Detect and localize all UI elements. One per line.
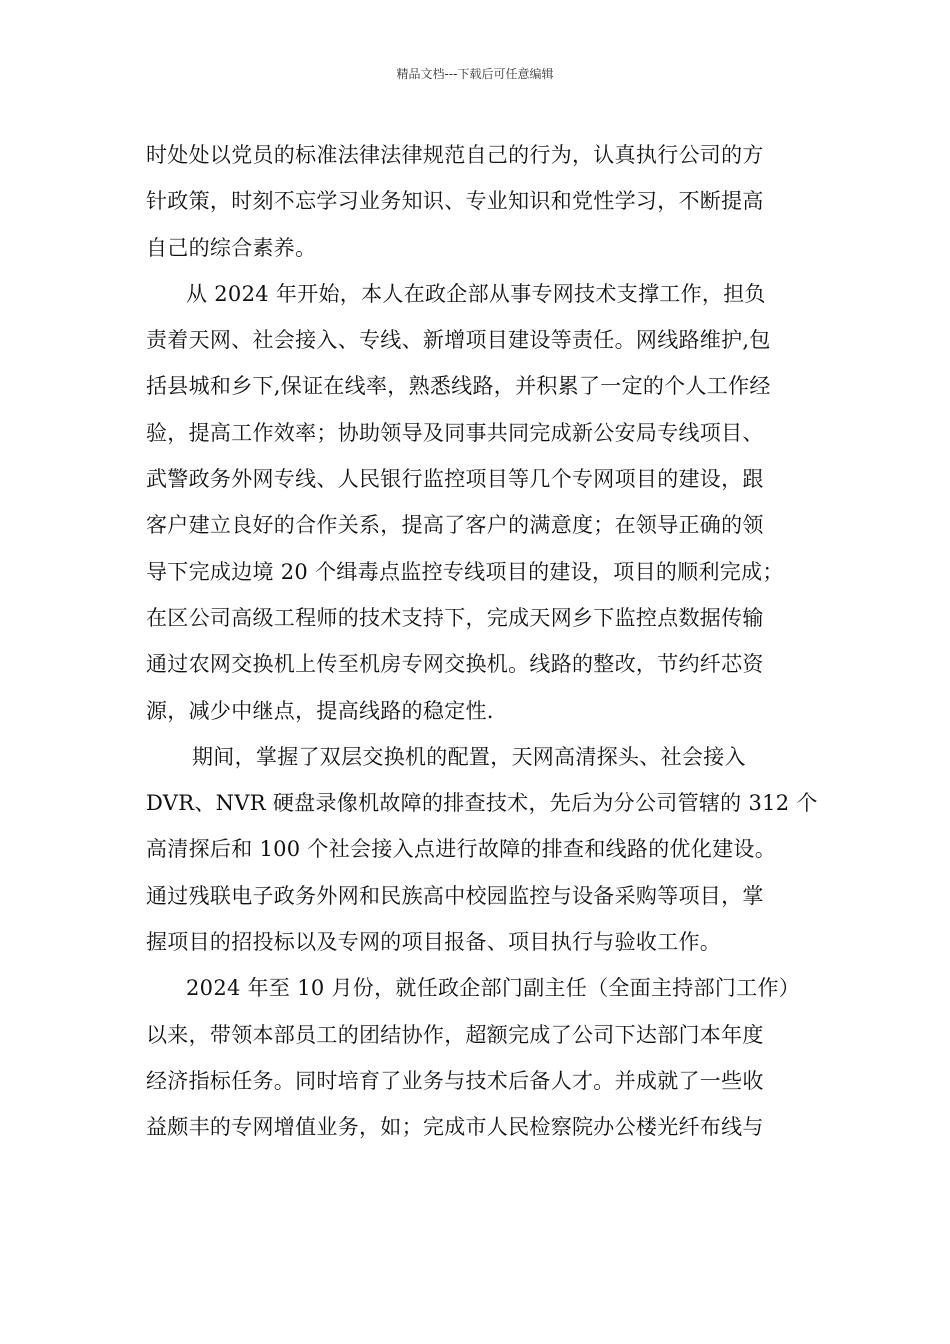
body-line: 经济指标任务。同时培育了业务与技术后备人才。并成就了一些收: [146, 1068, 764, 1093]
body-line: 时处处以党员的标准法律法律规范自己的行为，认真执行公司的方: [146, 143, 764, 167]
body-line: 导下完成边境 20 个缉毒点监控专线项目的建设，项目的顺利完成；: [146, 559, 784, 584]
body-line: 握项目的招投标以及专网的项目报备、项目执行与验收工作。: [146, 930, 722, 955]
page-header: 精品文档---下载后可任意编辑: [396, 67, 554, 81]
paragraph-start-line: 2024 年至 10 月份，就任政企部门副主任（全面主持部门工作）: [186, 976, 801, 1001]
body-line: 验，提高工作效率；协助领导及同事共同完成新公安局专线项目、: [146, 420, 764, 445]
body-line: 源，减少中继点，提高线路的稳定性.: [146, 698, 494, 723]
body-line: 在区公司高级工程师的技术支持下，完成天网乡下监控点数据传输: [146, 605, 764, 630]
body-line: 益颇丰的专网增值业务，如；完成市人民检察院办公楼光纤布线与: [146, 1115, 764, 1140]
body-line: 通过残联电子政务外网和民族高中校园监控与设备采购等项目，掌: [146, 883, 764, 908]
body-line: 客户建立良好的合作关系，提高了客户的满意度；在领导正确的领: [146, 513, 764, 538]
body-line: 通过农网交换机上传至机房专网交换机。线路的整改，节约纤芯资: [146, 652, 764, 677]
body-line: 高清探后和 100 个社会接入点进行故障的排查和线路的优化建设。: [146, 837, 777, 862]
body-line: 自己的综合素养。: [146, 235, 317, 260]
body-line: 武警政务外网专线、人民银行监控项目等几个专网项目的建设，跟: [146, 467, 764, 492]
body-line: 针政策，时刻不忘学习业务知识、专业知识和党性学习，不断提高: [146, 189, 764, 214]
document-body: [146, 132, 826, 1151]
paragraph-start-line: 期间，掌握了双层交换机的配置，天网高清探头、社会接入: [192, 744, 746, 769]
body-line: 以来，带领本部员工的团结协作，超额完成了公司下达部门本年度: [146, 1022, 764, 1047]
paragraph-start-line: 从 2024 年开始，本人在政企部从事专网技术支撑工作，担负: [186, 281, 766, 306]
body-line: 括县城和乡下,保证在线率，熟悉线路，并积累了一定的个人工作经: [146, 374, 771, 399]
body-line: 责着天网、社会接入、专线、新增项目建设等责任。网线路维护,包: [146, 328, 771, 353]
body-line: DVR、NVR 硬盘录像机故障的排查技术，先后为分公司管辖的 312 个: [146, 791, 818, 816]
